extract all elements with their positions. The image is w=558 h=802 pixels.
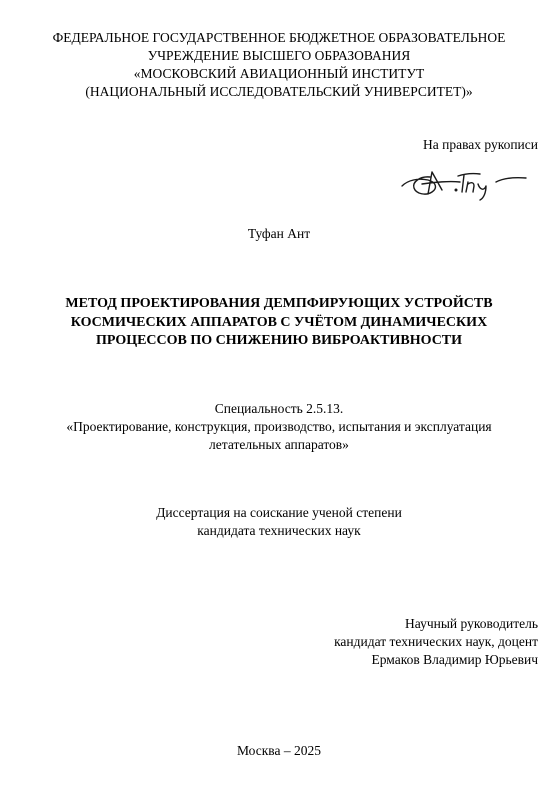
handwritten-signature (398, 160, 532, 202)
specialty-block (0, 400, 558, 454)
degree-block (0, 504, 558, 540)
specialty-line: «Проектирование, конструкция, производство, испытания и эксплуатация (66, 419, 492, 434)
institution-line: (НАЦИОНАЛЬНЫЙ ИССЛЕДОВАТЕЛЬСКИЙ УНИВЕРСИТЕТ)» (85, 84, 473, 99)
degree-line: Диссертация на соискание ученой степени (156, 505, 402, 520)
institution-line: «МОСКОВСКИЙ АВИАЦИОННЫЙ ИНСТИТУТ (133, 66, 425, 81)
title-line: ПРОЦЕССОВ ПО СНИЖЕНИЮ ВИБРОАКТИВНОСТИ (95, 333, 463, 348)
title-line: КОСМИЧЕСКИХ АППАРАТОВ С УЧЁТОМ ДИНАМИЧЕСКИХ (70, 314, 488, 330)
institution-header (0, 29, 558, 101)
title-line: МЕТОД ПРОЕКТИРОВАНИЯ ДЕМПФИРУЮЩИХ УСТРОЙСТВ (65, 296, 493, 311)
scientific-advisor (334, 615, 538, 669)
specialty-line: летательных аппаратов» (209, 437, 349, 452)
advisor-line: кандидат технических наук, доцент (334, 634, 538, 649)
manuscript-note: На правах рукописи (422, 137, 538, 152)
institution-line: ФЕДЕРАЛЬНОЕ ГОСУДАРСТВЕННОЕ БЮДЖЕТНОЕ ОБРАЗОВАТЕЛЬНОЕ (52, 30, 506, 45)
degree-line: кандидата технических наук (197, 523, 361, 538)
advisor-line: Ермаков Владимир Юрьевич (371, 652, 538, 667)
city-year: Москва – 2025 (237, 743, 321, 758)
author-name: Туфан Ант (247, 226, 311, 241)
institution-line: УЧРЕЖДЕНИЕ ВЫСШЕГО ОБРАЗОВАНИЯ (147, 48, 411, 63)
dissertation-title (0, 295, 558, 351)
advisor-line: Научный руководитель (405, 616, 538, 631)
specialty-line: Специальность 2.5.13. (214, 401, 344, 416)
